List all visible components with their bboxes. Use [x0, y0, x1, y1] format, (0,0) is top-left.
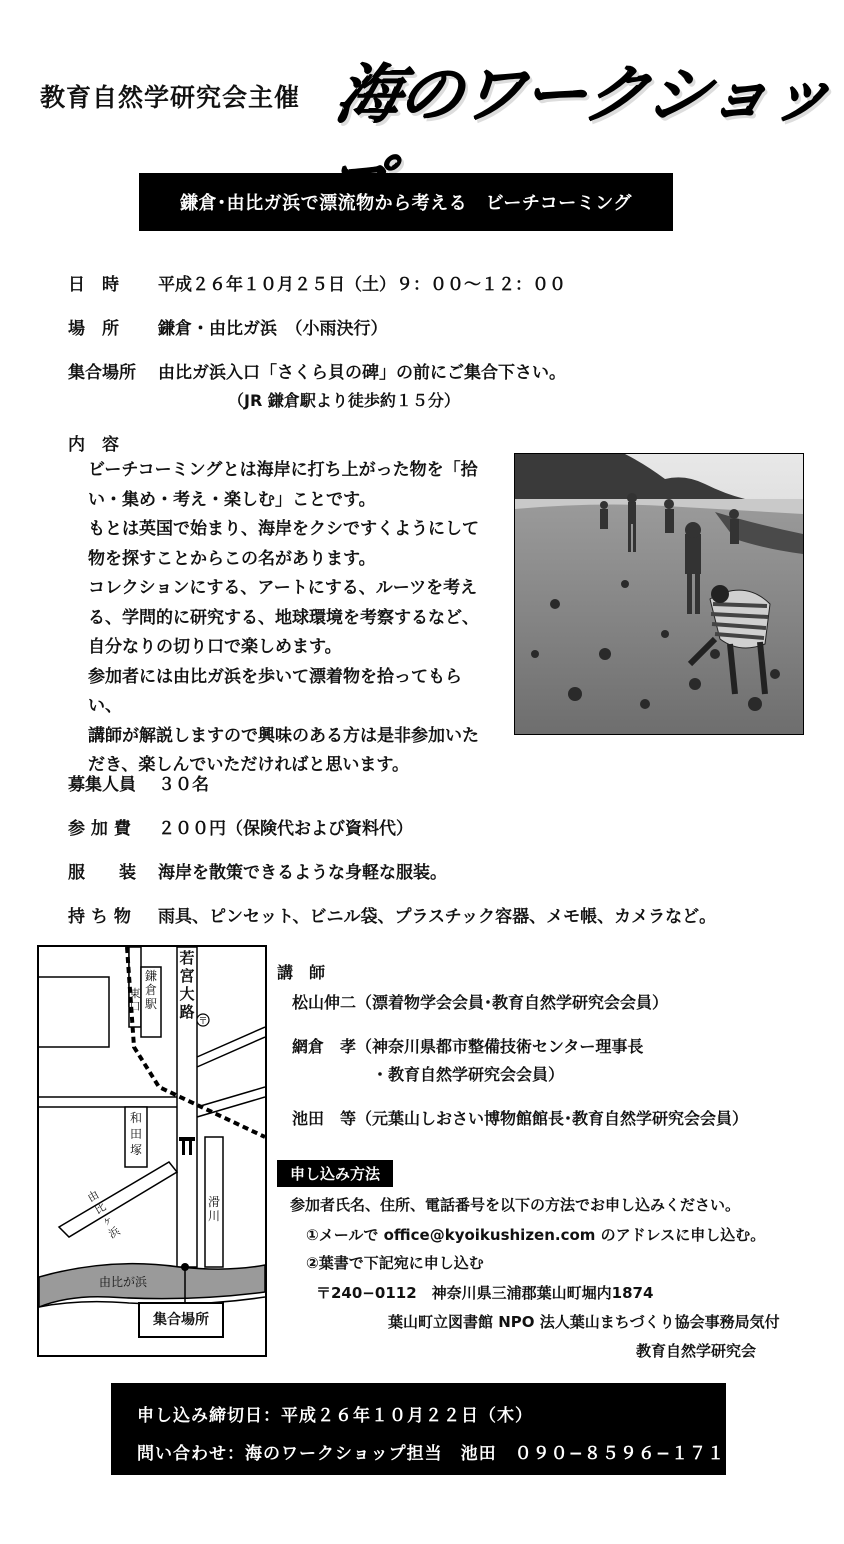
meeting-value: 由比ガ浜入口「さくら貝の碑」の前にご集合下さい。 [158, 363, 566, 383]
fee-label: 参 加 費 [68, 819, 131, 839]
place-row [68, 314, 388, 339]
footer-banner [111, 1383, 744, 1475]
fee-value: ２００円（保険代および資料代） [158, 819, 413, 839]
clothing-value: 海岸を散策できるような身軽な服装。 [158, 863, 447, 883]
page-title: 海のワークショップ [330, 59, 839, 133]
application-method-postcard: ②葉書で下記宛に申し込む [306, 1254, 484, 1272]
application-address-3: 教育自然学研究会 [636, 1342, 757, 1360]
beachcombing-photo [514, 453, 804, 735]
map-label-yuigahama-line: 由比ヶ浜 [85, 1188, 123, 1242]
map-label-yuigahama: 由比が浜 [99, 1275, 148, 1289]
map-label-station: 鎌倉駅 [144, 969, 157, 1011]
content-line: 自分なりの切り口で楽しめます。 [88, 637, 342, 657]
content-line: 参加者には由比ガ浜を歩いて漂着物を拾ってもらい、 [88, 666, 462, 716]
capacity-label: 募集人員 [68, 775, 136, 795]
clothing-label: 服 装 [68, 863, 136, 883]
organizer: 教育自然学研究会主催 [40, 83, 301, 112]
fee-row [68, 814, 413, 839]
content-line: る、学問的に研究する、地球環境を考察するなど、 [88, 607, 479, 628]
capacity-row [68, 770, 209, 795]
content-line: 物を探すことからこの名があります。 [88, 548, 376, 569]
application-address-2: 葉山町立図書館 NPO 法人葉山まちづくり協会事務局気付 [388, 1313, 780, 1331]
content-label: 内 容 [68, 435, 119, 455]
place-label: 場 所 [68, 319, 119, 339]
svg-text:〒: 〒 [198, 1017, 208, 1027]
meeting-label: 集合場所 [68, 363, 136, 383]
datetime-row [68, 270, 566, 295]
content-body [88, 456, 493, 781]
content-line: ビーチコーミングとは海岸に打ち上がった物を「拾 [88, 460, 478, 480]
subtitle: 鎌倉･由比ガ浜で漂流物から考える ビーチコーミング [180, 193, 632, 214]
clothing-row [68, 858, 447, 883]
application-intro: 参加者氏名、住所、電話番号を以下の方法でお申し込みください。 [290, 1196, 741, 1214]
datetime-label: 日 時 [68, 275, 119, 295]
lecturer-1: 松山伸二（漂着物学会会員･教育自然学研究会会員） [292, 993, 669, 1012]
application-address-1: 〒240−0112 神奈川県三浦郡葉山町堀内1874 [316, 1284, 654, 1302]
meeting-note: （JR 鎌倉駅より徒歩約１５分） [228, 391, 460, 410]
map-label-wakamiya: 若宮大路 [179, 949, 195, 1021]
map-label-namerigawa: 滑川 [207, 1195, 220, 1223]
lecturers-label: 講 師 [277, 963, 326, 982]
lecturer-2-affiliation: ・教育自然学研究会会員） [372, 1065, 565, 1084]
deadline: 申し込み締切日：平成２６年１０月２２日（木） [137, 1406, 533, 1426]
beach-photo-illustration [515, 454, 803, 734]
meeting-row [68, 358, 566, 383]
items-value: 雨具、ピンセット、ビニル袋、プラスチック容器、メモ帳、カメラなど。 [158, 907, 717, 927]
content-line: コレクションにする、アートにする、ルーツを考え [88, 578, 478, 598]
place-value: 鎌倉・由比ガ浜 （小雨決行） [158, 319, 388, 339]
subtitle-banner [139, 173, 673, 231]
map-label-wadazuka: 和田塚 [129, 1111, 142, 1157]
datetime-value: 平成２６年１０月２５日（土）９：００～１２：００ [158, 275, 566, 295]
capacity-value: ３０名 [158, 775, 209, 795]
contact: 問い合わせ：海のワークショップ担当 池田 ０９０−８５９６−１７１３ [137, 1444, 744, 1464]
items-label: 持 ち 物 [68, 907, 131, 927]
map-label-meeting: 集合場所 [153, 1312, 209, 1328]
content-line: もとは英国で始まり、海岸をクシですくようにして [88, 519, 479, 539]
lecturer-2: 網倉 孝（神奈川県都市整備技術センター理事長 [292, 1037, 644, 1056]
lecturer-3: 池田 等（元葉山しおさい博物館館長･教育自然学研究会会員） [292, 1109, 749, 1128]
access-map [37, 945, 267, 1357]
content-line: い・集め・考え・楽しむ」ことです。 [88, 489, 376, 510]
content-line: 講師が解説しますので興味のある方は是非参加いた [88, 725, 479, 746]
application-tag [277, 1160, 393, 1187]
items-row [68, 902, 716, 927]
content-line: だき、楽しんでいただければと思います。 [88, 755, 409, 775]
application-method-email: ①メールで office@kyoikushizen.com のアドレスに申し込む。 [306, 1226, 766, 1244]
application-tag-label: 申し込み方法 [289, 1165, 380, 1183]
map-label-east-exit: 東口 [129, 987, 141, 1013]
